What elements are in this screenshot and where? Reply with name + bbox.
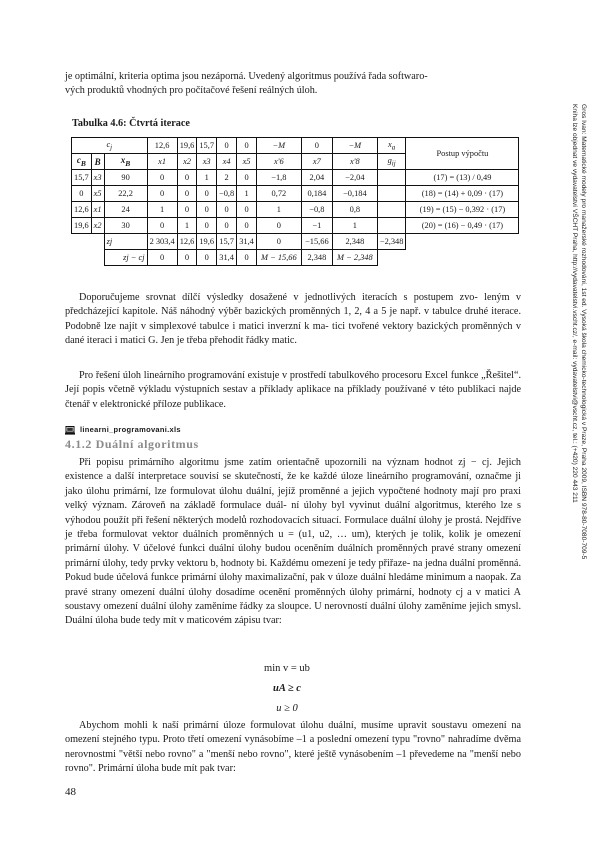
simplex-table [71,137,519,266]
text-line: ocenění proměnných úlohy primární, hodnoty cj a v matici A soustavy omezení duální úlohy [65,586,521,613]
value-cell: 1 [147,202,177,218]
x-header: x1 [147,154,177,170]
gij-cell [377,186,406,202]
value-cell: −0,8 [217,186,237,202]
value-cell: 2 [217,170,237,186]
text-line: používané v této publikaci najde čtenář v elektronické příloze publikace. [65,384,521,410]
zjcj-value: 2,348 [301,250,332,266]
zj-value: 19,6 [197,234,217,250]
page-number: 48 [65,786,76,798]
postup-header: Postup výpočtu [406,138,519,170]
xb-cell: 90 [104,170,147,186]
cj-header: $c_j$ [72,138,148,154]
x-header: x′6 [256,154,301,170]
paragraph-3 [65,456,521,629]
xa-header: $x_a$ [377,138,406,154]
text-line: v úloze duální hledáme minimum a naopak. Za pravé strany omezení duální úlohy dosadíme [65,572,522,598]
section-title: 4.1.2 Duální algoritmus [65,437,199,451]
text-line: Pro řešení úloh lineárního programování existuje v prostředí tabulkového procesoru Excel [79,370,448,381]
zjcj-value: 0 [197,250,217,266]
zjcj-value: 31,4 [217,250,237,266]
b-cell: x3 [91,170,104,186]
value-cell: 0 [237,202,257,218]
table-row [72,170,519,186]
zj-label: zj [104,234,147,250]
value-cell: 0 [197,202,217,218]
empty-cell [72,234,105,250]
value-cell: −1,8 [256,170,301,186]
value-cell: 0 [177,202,197,218]
formula-objective: min v = ub [264,663,310,674]
cb-header: $c_B$ [72,154,92,170]
zj-value: 31,4 [237,234,257,250]
text-line: funkce „Řešitel“. Její popis včetně výkladu výstupních sestav a příklady aplikace na příklady [65,370,522,396]
zj-value: −2,348 [377,234,406,250]
zj-value: 12,6 [177,234,197,250]
empty-cell [377,250,519,266]
x-header: x3 [197,154,217,170]
value-cell: 0,184 [301,186,332,202]
table-row [72,250,519,266]
zjcj-value: M − 15,66 [256,250,301,266]
text-line: omezení na omezení stejného typu. Proto třetí omezení vynásobíme –1 a poslední omezení [65,720,522,746]
value-cell: −0,184 [332,186,377,202]
value-cell: 0 [237,218,257,234]
b-cell: x1 [91,202,104,218]
postup-cell: (20) = (16) − 0,49 · (17) [406,218,519,234]
text-line: Abychom mohli k naší primární úloze formulovat úlohu duální, musíme upravit soustavu [79,720,468,731]
cj-value: −M [332,138,377,154]
cb-cell: 0 [72,186,92,202]
zjcj-value: 0 [237,250,257,266]
b-cell: x2 [91,218,104,234]
cj-value: 19,6 [177,138,197,154]
attachment-link[interactable]: linearni_programovani.xls [80,425,181,434]
postup-cell: (19) = (15) − 0,392 · (17) [406,202,519,218]
value-cell: 0 [147,170,177,186]
x-header: x5 [237,154,257,170]
value-cell: −2,04 [332,170,377,186]
value-cell: 0,8 [332,202,377,218]
cj-value: 12,6 [147,138,177,154]
text-line: úlohy. V účelové funkci duální úlohy budou oceněním duálních proměnných pravé strany [103,543,483,555]
text-line: leným v předcházející kapitole. Náš náhodný výběr bazických proměnných 1, 2, 4 a 5 je [65,292,521,318]
formula-constraint: uA ≥ c [273,683,301,694]
x-header: x2 [177,154,197,170]
x-header: x′8 [332,154,377,170]
value-cell: −1 [301,218,332,234]
value-cell: 0 [197,218,217,234]
value-cell: 0 [197,186,217,202]
zj-value: 2 303,4 [147,234,177,250]
zjcj-value: 0 [147,250,177,266]
xb-cell: 24 [104,202,147,218]
b-cell: x5 [91,186,104,202]
text-line: programování, označme ji jako úlohu primární, lze formulovat úlohu duální, jejíž proměnné [65,471,521,497]
text-line: tici tvořené vektory bazických proměnných v dané iteraci i matici G. Jen je třeba přehodit [65,320,521,347]
x-header: x7 [301,154,332,170]
cj-value: −M [256,138,301,154]
cj-value: 15,7 [197,138,217,154]
zjcj-value: 0 [177,250,197,266]
table-row [72,218,519,234]
value-cell: 0 [237,170,257,186]
xb-cell: 30 [104,218,147,234]
text-line: ní úlohy byl vyvinut duální algoritmus, kterého lze s výhodou použít při řešení některých [65,500,521,526]
text-line: na jedna duální proměnná. Pokud bude účelová funkce primární úlohy maximalizační, pak [65,557,522,584]
xb-cell: 22,2 [104,186,147,202]
text-line: vektor duálních proměnných u = (u1, u2, … um), kterých je tolik, kolik je omezení primární [65,529,521,555]
cj-value: 0 [217,138,237,154]
empty-cell [406,234,519,250]
text-line: např. v tabulce druhé iterace. Podobně lze najít v simplexové tabulce i matici inverzní k ma- [65,306,521,332]
table-row [72,138,519,154]
cb-cell: 19,6 [72,218,92,234]
zj-value: −15,66 [301,234,332,250]
value-cell: 1 [332,218,377,234]
postup-cell: (17) = (13) / 0,49 [406,170,519,186]
text-line: a jejich vypočtené hodnoty mají pro praxi velký význam. Zároveň na základě formulace duál- [65,485,522,512]
value-cell: 0 [147,218,177,234]
cb-cell: 12,6 [72,202,92,218]
sidebar-line-2: Kniha lze objednat ve vydavatelství VŠCHT Praha, http://vydavatelstvi.vscht.cz/, e-mail: vydavatelstvi@vscht.cz, tel.: (+420) 220 443 211 [571,104,578,503]
paragraph-4 [65,719,521,777]
zj-value: 15,7 [217,234,237,250]
gij-cell [377,218,406,234]
value-cell: 1 [177,218,197,234]
intro-paragraph [65,70,521,99]
value-cell: 0 [217,202,237,218]
xb-header: $x_B$ [104,154,147,170]
intro-line-1: je optimální, kriteria optima jsou nezáporná. Uvedený algoritmus používá řada softwaro- [65,71,428,82]
value-cell: 1 [256,202,301,218]
text-line: řádky matic. [246,335,297,347]
cb-cell: 15,7 [72,170,92,186]
text-line: typu "rovno" nahradíme dvěma nerovnostmi "větší nebo rovno" a "menší nebo rovno", které [65,734,522,760]
text-line: modelů rozhodovacích situací. Formulace duální úlohy je prostá. Nejdříve je třeba formulovat [65,514,521,541]
formula-nonnegativity: u ≥ 0 [276,703,298,714]
gij-cell [377,170,406,186]
value-cell: 0 [147,186,177,202]
computer-icon [65,426,75,435]
gij-cell [377,202,406,218]
paragraph-1 [65,291,521,349]
b-header: B [91,154,104,170]
text-line: zj − cj. Jejich existence a další interpretace souvisí se skutečností, že ke každé úloze lineárního [65,457,522,483]
text-line: zaměníme řádky za sloupce. U nerovností duální úlohy zaměníme jejich smysl. Duální úloha [65,601,521,627]
paragraph-2 [65,369,521,412]
value-cell: 0 [177,186,197,202]
value-cell: 0 [177,170,197,186]
value-cell: −0,8 [301,202,332,218]
text-line: omezení primární úlohy, tedy prvky vektoru b, hodnoty bi. Každému omezení je tedy přiřaze- [65,543,521,569]
table-row [72,186,519,202]
sidebar-line-1: Gros Ivan: Matematické modely pro manažerské rozhodování, 1st ed. Vysoká škola chemicko-technologická v Praze, Praha 2009, ISBN 978-80-7080-709-5 [580,104,587,560]
copyright-sidebar [566,104,596,624]
cj-value: 0 [301,138,332,154]
table-row [72,234,519,250]
value-cell: 2,04 [301,170,332,186]
zjcj-value: M − 2,348 [332,250,377,266]
table-row [72,202,519,218]
table-caption: Tabulka 4.6: Čtvrtá iterace [72,118,190,129]
value-cell: 0 [256,218,301,234]
text-line: bude tedy mít v maticovém zápisu tvar: [120,615,282,627]
zj-value: 0 [256,234,301,250]
x-header: x4 [217,154,237,170]
zjcj-label: zj − cj [104,250,147,266]
value-cell: 0,72 [256,186,301,202]
intro-line-2: vých produktů vhodných pro počítačové řešení reálných úloh. [65,85,318,97]
value-cell: 1 [237,186,257,202]
text-line: Při popisu primárního algoritmu jsme zatím orientačně upozornili na význam hodnot [79,457,453,468]
value-cell: 1 [197,170,217,186]
text-line: Doporučujeme srovnat dílčí výsledky dosažené v jednotlivých iteracích s postupem zvo- [79,292,478,303]
text-line: ještě vynásobením –1 převedeme na "menší nebo rovno". Primární úloha bude mít pak tvar: [65,748,521,775]
value-cell: 0 [217,218,237,234]
gij-header: $g_{ij}$ [377,154,406,170]
postup-cell: (18) = (14) + 0,09 · (17) [406,186,519,202]
cj-value: 0 [237,138,257,154]
empty-cell [72,250,105,266]
zj-value: 2,348 [332,234,377,250]
